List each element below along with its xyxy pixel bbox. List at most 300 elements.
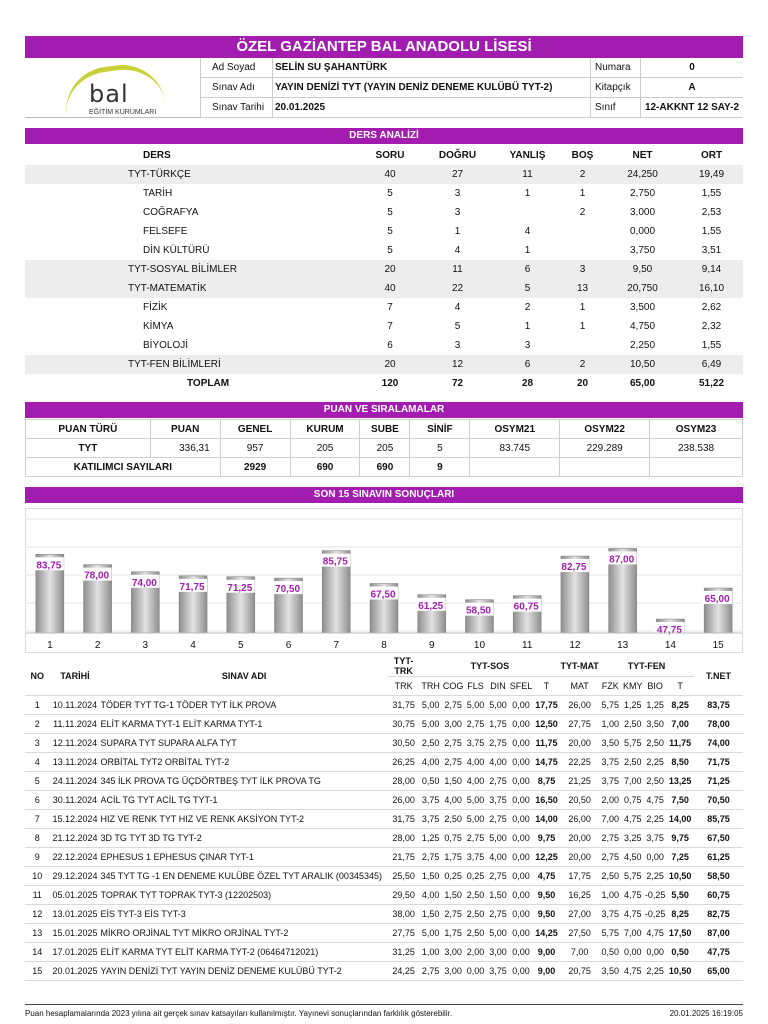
results-cell: 20,00 xyxy=(560,734,599,753)
chart-data-label: 87,00 xyxy=(609,554,635,566)
puan-value: 5 xyxy=(410,439,470,458)
results-cell: HIZ VE RENK TYT HIZ VE RENK AKSİYON TYT-2 xyxy=(101,810,388,829)
results-cell: 0,00 xyxy=(621,943,643,962)
results-cell: 2,75 xyxy=(442,753,464,772)
ders-soru: 20 xyxy=(360,260,420,279)
results-cell: 12 xyxy=(25,905,49,924)
chart-data-label: 82,75 xyxy=(561,562,587,574)
label-exam: Sınav Adı xyxy=(212,82,255,93)
results-cell: 20,00 xyxy=(560,848,599,867)
ders-net: 65,00 xyxy=(629,378,656,389)
katilimci-row xyxy=(26,458,743,477)
label-number: Numara xyxy=(590,58,631,78)
results-cell: 10 xyxy=(25,867,49,886)
ders-yanlis: 1 xyxy=(524,188,531,199)
ders-col-header: YANLIŞ xyxy=(509,150,546,161)
results-cell: 26,25 xyxy=(388,753,420,772)
results-cell: 0,75 xyxy=(621,791,643,810)
ders-row xyxy=(25,374,743,393)
ders-bos: 1 xyxy=(579,302,586,313)
results-cell: 24,25 xyxy=(388,962,420,981)
results-cell: 1,25 xyxy=(621,696,643,715)
results-cell: 8,25 xyxy=(666,905,694,924)
results-cell: 4,75 xyxy=(621,905,643,924)
results-cell: 2,75 xyxy=(599,829,621,848)
results-cell: 1,50 xyxy=(442,772,464,791)
results-cell: 87,00 xyxy=(694,924,743,943)
results-cell: 5,00 xyxy=(419,715,441,734)
value-date: 20.01.2025 xyxy=(275,102,326,113)
results-cell: 3,75 xyxy=(464,734,486,753)
puan-value: 205 xyxy=(360,439,410,458)
results-cell: -0,25 xyxy=(644,905,666,924)
ders-header-row xyxy=(25,146,743,165)
ders-dogru: 11 xyxy=(420,260,495,279)
katilimci-value: 9 xyxy=(410,458,470,477)
results-cell: 3,00 xyxy=(442,962,464,981)
chart-data-label: 83,75 xyxy=(36,560,62,572)
results-cell: 21,25 xyxy=(560,772,599,791)
col-tyt-mat: TYT-MAT xyxy=(560,656,599,677)
results-cell: 26,00 xyxy=(560,810,599,829)
results-sub-col: FZK xyxy=(599,677,621,696)
results-cell: ACİL TG TYT ACİL TG TYT-1 xyxy=(101,791,388,810)
results-cell: 14,25 xyxy=(533,924,561,943)
chart-data-label: 85,75 xyxy=(322,556,348,568)
school-logo xyxy=(55,66,175,116)
results-cell: 31,75 xyxy=(388,810,420,829)
results-cell: 0,00 xyxy=(509,715,532,734)
results-cell: 5,00 xyxy=(464,810,486,829)
puan-table xyxy=(25,419,743,477)
chart-tick-label: 7 xyxy=(333,640,340,651)
results-cell: 0,25 xyxy=(464,867,486,886)
results-cell: 0,00 xyxy=(464,962,486,981)
ders-soru: 120 xyxy=(381,378,399,389)
results-sub-col: TRK xyxy=(388,677,420,696)
results-cell: 9,75 xyxy=(666,829,694,848)
results-cell: 21.12.2024 xyxy=(49,829,100,848)
results-cell: 3,50 xyxy=(644,715,666,734)
results-cell: 11.11.2024 xyxy=(49,715,100,734)
katilimci-empty xyxy=(560,458,650,477)
results-cell: 5,00 xyxy=(487,696,509,715)
chart-tick-label: 15 xyxy=(712,640,724,651)
results-cell: 0,00 xyxy=(509,886,532,905)
results-cell: 1,00 xyxy=(599,715,621,734)
results-cell: 30,75 xyxy=(388,715,420,734)
bar-chart-svg xyxy=(26,509,742,652)
results-cell: 3,00 xyxy=(442,715,464,734)
results-cell: 2,75 xyxy=(487,734,509,753)
ders-bos xyxy=(560,222,605,241)
ders-yanlis: 6 xyxy=(495,355,560,374)
results-cell: 2,25 xyxy=(644,753,666,772)
results-cell: 2,50 xyxy=(464,924,486,943)
results-cell: 65,00 xyxy=(694,962,743,981)
ders-bos xyxy=(560,241,605,260)
ders-soru: 6 xyxy=(387,340,393,351)
results-cell: 4,75 xyxy=(533,867,561,886)
results-cell: 2,75 xyxy=(487,810,509,829)
ders-yanlis: 6 xyxy=(495,260,560,279)
info-row-date xyxy=(200,98,743,118)
results-cell: 4,75 xyxy=(644,924,666,943)
results-cell: 3,75 xyxy=(599,772,621,791)
results-cell: 82,75 xyxy=(694,905,743,924)
results-cell: 0,00 xyxy=(509,772,532,791)
ders-col-header: NET xyxy=(632,150,653,161)
results-cell: 2,00 xyxy=(464,943,486,962)
puan-value: 229.289 xyxy=(560,439,650,458)
puan-col-header: SUBE xyxy=(360,420,410,439)
results-cell: 28,00 xyxy=(388,772,420,791)
ders-yanlis: 2 xyxy=(524,302,531,313)
results-sub-col: BIO xyxy=(644,677,666,696)
results-sub-col: MAT xyxy=(560,677,599,696)
chart-data-label: 67,50 xyxy=(370,589,396,601)
results-cell: 0,00 xyxy=(509,848,532,867)
results-cell: 0,00 xyxy=(509,734,532,753)
puan-value: TYT xyxy=(26,439,151,458)
results-cell: 2,25 xyxy=(644,810,666,829)
results-cell: 30.11.2024 xyxy=(49,791,100,810)
results-cell: 0,50 xyxy=(599,943,621,962)
ders-yanlis: 1 xyxy=(524,245,531,256)
results-cell: 4,00 xyxy=(419,753,441,772)
results-cell: 0,00 xyxy=(509,696,532,715)
chart-tick-label: 1 xyxy=(47,640,53,651)
results-row xyxy=(25,772,743,791)
chart-data-label: 60,75 xyxy=(513,601,539,613)
results-cell: TOPRAK TYT TOPRAK TYT-3 (12202503) xyxy=(101,886,388,905)
results-cell: 4,00 xyxy=(464,753,486,772)
ders-net: 3,750 xyxy=(629,245,656,256)
col-tnet: T.NET xyxy=(694,656,743,696)
results-group-header xyxy=(25,656,743,677)
results-cell: 27,50 xyxy=(560,924,599,943)
results-cell: 70,50 xyxy=(694,791,743,810)
results-row xyxy=(25,734,743,753)
results-cell: 27,00 xyxy=(560,905,599,924)
ders-ort: 9,14 xyxy=(680,260,743,279)
puan-value: 238.538 xyxy=(650,439,743,458)
results-cell: 7,00 xyxy=(560,943,599,962)
ders-row xyxy=(25,279,743,298)
ders-bos: 1 xyxy=(579,321,586,332)
puan-col-header: OSYM22 xyxy=(560,420,650,439)
results-cell: 0,00 xyxy=(509,791,532,810)
chart-tick-label: 8 xyxy=(381,640,387,651)
results-row xyxy=(25,753,743,772)
ders-soru: 5 xyxy=(387,226,393,237)
ders-col-header: BOŞ xyxy=(571,150,594,161)
results-sub-col: FLS xyxy=(464,677,486,696)
results-cell: 17,50 xyxy=(666,924,694,943)
katilimci-empty xyxy=(650,458,743,477)
ders-soru: 5 xyxy=(387,245,393,256)
ders-net: 2,250 xyxy=(629,340,656,351)
results-cell: 14,00 xyxy=(666,810,694,829)
results-cell: 8 xyxy=(25,829,49,848)
results-cell: 3,75 xyxy=(599,753,621,772)
results-cell: 2,50 xyxy=(442,810,464,829)
info-row-name xyxy=(200,58,743,78)
puan-col-header: KURUM xyxy=(290,420,360,439)
results-cell: 2,50 xyxy=(644,772,666,791)
results-cell: -0,25 xyxy=(644,886,666,905)
results-cell: 29,50 xyxy=(388,886,420,905)
puan-value: 336,31 xyxy=(150,439,220,458)
results-cell: 5 xyxy=(25,772,49,791)
ders-ort: 16,10 xyxy=(680,279,743,298)
results-cell: 6 xyxy=(25,791,49,810)
results-cell: 13 xyxy=(25,924,49,943)
results-cell: 26,00 xyxy=(560,696,599,715)
info-row-exam xyxy=(200,78,743,98)
results-cell: 4,75 xyxy=(644,791,666,810)
ders-dogru: 5 xyxy=(454,321,461,332)
chart-tick-label: 5 xyxy=(238,640,244,651)
ders-soru: 5 xyxy=(387,207,393,218)
results-cell: 1,75 xyxy=(442,924,464,943)
puan-value: 83.745 xyxy=(470,439,560,458)
ders-ort: 2,32 xyxy=(701,321,722,332)
ders-col-header: ORT xyxy=(700,150,723,161)
results-cell: 2,50 xyxy=(419,734,441,753)
chart-tick-label: 11 xyxy=(522,640,533,651)
results-cell: 2,75 xyxy=(464,829,486,848)
results-cell: 2,50 xyxy=(464,886,486,905)
section-son15: SON 15 SINAVIN SONUÇLARI xyxy=(25,487,743,503)
results-cell: 10.11.2024 xyxy=(49,696,100,715)
katilimci-empty xyxy=(470,458,560,477)
section-ders-analizi: DERS ANALİZİ xyxy=(25,128,743,144)
puan-header-row xyxy=(26,420,743,439)
chart-tick-label: 3 xyxy=(142,640,149,651)
col-tyt-fen: TYT-FEN xyxy=(599,656,694,677)
results-cell: 7,00 xyxy=(666,715,694,734)
results-row xyxy=(25,791,743,810)
results-cell: 74,00 xyxy=(694,734,743,753)
results-cell: 78,00 xyxy=(694,715,743,734)
logo-word: bal xyxy=(89,80,129,108)
results-cell: 3,00 xyxy=(442,943,464,962)
ders-yanlis: 11 xyxy=(495,165,560,184)
results-cell: 4,00 xyxy=(487,848,509,867)
results-cell: 0,00 xyxy=(509,753,532,772)
results-cell: 3,75 xyxy=(419,810,441,829)
results-cell: 15.01.2025 xyxy=(49,924,100,943)
results-cell: 2 xyxy=(25,715,49,734)
results-row xyxy=(25,924,743,943)
puan-col-header: GENEL xyxy=(220,420,290,439)
results-cell: 1,50 xyxy=(419,905,441,924)
label-booklet: Kitapçık xyxy=(590,78,631,98)
ders-row xyxy=(25,317,743,336)
results-cell: 3,50 xyxy=(599,734,621,753)
ders-yanlis: 3 xyxy=(524,340,531,351)
results-cell: 20,00 xyxy=(560,829,599,848)
results-cell: 0,00 xyxy=(509,943,532,962)
results-cell: 16,25 xyxy=(560,886,599,905)
ders-net: 9,50 xyxy=(605,260,680,279)
ders-ort: 6,49 xyxy=(680,355,743,374)
col-tyt-trk: TYT-TRK xyxy=(388,656,420,677)
results-sub-col: SFEL xyxy=(509,677,532,696)
results-cell: 0,00 xyxy=(509,810,532,829)
results-sub-col: COG xyxy=(442,677,464,696)
results-cell: ELİT KARMA TYT-1 ELİT KARMA TYT-1 xyxy=(101,715,388,734)
puan-col-header: PUAN TÜRÜ xyxy=(26,420,151,439)
results-cell: 2,75 xyxy=(487,772,509,791)
ders-ort: 1,55 xyxy=(701,226,722,237)
results-row xyxy=(25,943,743,962)
results-cell: 4,75 xyxy=(621,810,643,829)
results-cell: 16,50 xyxy=(533,791,561,810)
puan-col-header: OSYM21 xyxy=(470,420,560,439)
ders-bos: 20 xyxy=(576,378,589,389)
puan-col-header: OSYM23 xyxy=(650,420,743,439)
results-cell: 345 TYT TG -1 EN DENEME KULÜBE ÖZEL TYT ARALIK (00345345) xyxy=(101,867,388,886)
results-cell: 58,50 xyxy=(694,867,743,886)
results-cell: 13,25 xyxy=(666,772,694,791)
results-cell: 11 xyxy=(25,886,49,905)
ders-ort: 1,55 xyxy=(701,188,722,199)
results-cell: 1,25 xyxy=(419,829,441,848)
results-cell: EİS TYT-3 EİS TYT-3 xyxy=(101,905,388,924)
ders-col-header: SORU xyxy=(375,150,405,161)
results-cell: 0,25 xyxy=(442,867,464,886)
results-cell: 60,75 xyxy=(694,886,743,905)
footer-timestamp: 20.01.2025 16:19:05 xyxy=(669,1009,743,1018)
chart-tick-label: 9 xyxy=(428,640,435,651)
results-cell: 14,75 xyxy=(533,753,561,772)
results-cell: 12,50 xyxy=(533,715,561,734)
results-cell: 7,00 xyxy=(621,924,643,943)
results-cell: 2,75 xyxy=(487,905,509,924)
results-cell: 4 xyxy=(25,753,49,772)
chart-tick-label: 4 xyxy=(190,640,196,651)
results-cell: 05.01.2025 xyxy=(49,886,100,905)
results-cell: 0,00 xyxy=(509,905,532,924)
chart-data-label: 47,75 xyxy=(656,625,682,637)
ders-row xyxy=(25,203,743,222)
value-exam: YAYIN DENİZİ TYT (YAYIN DENİZ DENEME KULÜBÜ TYT-2) xyxy=(275,82,553,93)
ders-dogru: 72 xyxy=(451,378,464,389)
ders-bos: 2 xyxy=(560,165,605,184)
puan-col-header: SİNİF xyxy=(410,420,470,439)
ders-row xyxy=(25,165,743,184)
ders-row xyxy=(25,222,743,241)
ders-yanlis xyxy=(495,203,560,222)
results-cell: 0,50 xyxy=(666,943,694,962)
results-cell: 12,25 xyxy=(533,848,561,867)
chart-tick-label: 10 xyxy=(473,640,486,651)
results-cell: 11,75 xyxy=(666,734,694,753)
ders-net: 2,750 xyxy=(629,188,656,199)
ders-dogru: 3 xyxy=(454,340,461,351)
results-cell: 9,50 xyxy=(533,886,561,905)
results-cell: 4,75 xyxy=(621,962,643,981)
results-cell: 20.01.2025 xyxy=(49,962,100,981)
results-cell: 3,75 xyxy=(464,848,486,867)
results-cell: 2,75 xyxy=(442,734,464,753)
results-cell: 28,00 xyxy=(388,829,420,848)
puan-value: 957 xyxy=(220,439,290,458)
results-cell: 83,75 xyxy=(694,696,743,715)
chart-data-label: 65,00 xyxy=(704,594,730,605)
results-cell: 0,00 xyxy=(644,943,666,962)
ders-col-header: DERS xyxy=(143,150,171,161)
chart-data-label: 58,50 xyxy=(465,605,491,617)
ders-net: 20,750 xyxy=(605,279,680,298)
chart-data-label: 71,75 xyxy=(179,581,205,593)
ders-bos: 2 xyxy=(560,355,605,374)
results-cell: 9,00 xyxy=(533,962,561,981)
label-name: Ad Soyad xyxy=(212,62,256,73)
results-cell: 10,50 xyxy=(666,962,694,981)
results-cell: 9,00 xyxy=(533,943,561,962)
ders-row xyxy=(25,241,743,260)
results-row xyxy=(25,715,743,734)
ders-row xyxy=(25,355,743,374)
results-cell: 27,75 xyxy=(388,924,420,943)
results-sub-col: DIN xyxy=(487,677,509,696)
results-cell: 3,25 xyxy=(621,829,643,848)
ders-name: TOPLAM xyxy=(187,378,230,389)
ders-yanlis: 28 xyxy=(521,378,534,389)
results-cell: 2,75 xyxy=(464,715,486,734)
results-cell: 11,75 xyxy=(533,734,561,753)
results-cell: 3,00 xyxy=(487,943,509,962)
results-cell: 2,00 xyxy=(599,791,621,810)
results-cell: 2,75 xyxy=(487,867,509,886)
results-cell: 7 xyxy=(25,810,49,829)
ders-dogru: 22 xyxy=(420,279,495,298)
results-cell: 2,50 xyxy=(621,753,643,772)
results-cell: 1,00 xyxy=(419,943,441,962)
results-cell: 5,75 xyxy=(621,867,643,886)
chart-data-label: 71,25 xyxy=(227,582,253,594)
results-cell: 24.11.2024 xyxy=(49,772,100,791)
ders-name: TYT-TÜRKÇE xyxy=(25,165,360,184)
ders-name: FİZİK xyxy=(143,302,168,313)
results-cell: 4,75 xyxy=(621,886,643,905)
results-cell: 3,75 xyxy=(487,962,509,981)
results-sub-col: TRH xyxy=(419,677,441,696)
results-cell: 5,75 xyxy=(599,924,621,943)
results-table xyxy=(25,656,743,981)
katilimci-value: 690 xyxy=(360,458,410,477)
ders-bos xyxy=(560,336,605,355)
results-cell: 7,25 xyxy=(666,848,694,867)
ders-dogru: 3 xyxy=(454,207,461,218)
results-cell: 0,00 xyxy=(509,962,532,981)
value-class: 12-AKKNT 12 SAY-2 xyxy=(640,98,743,118)
col-date: TARİHİ xyxy=(49,656,100,696)
results-cell: 0,50 xyxy=(419,772,441,791)
results-cell: 1,50 xyxy=(419,867,441,886)
results-cell: 1,50 xyxy=(442,886,464,905)
ders-analizi-table xyxy=(25,146,743,393)
col-no: NO xyxy=(25,656,49,696)
results-cell: ORBİTAL TYT2 ORBİTAL TYT-2 xyxy=(101,753,388,772)
results-cell: 12.11.2024 xyxy=(49,734,100,753)
ders-soru: 40 xyxy=(360,165,420,184)
results-row xyxy=(25,696,743,715)
katilimci-value: 2929 xyxy=(220,458,290,477)
